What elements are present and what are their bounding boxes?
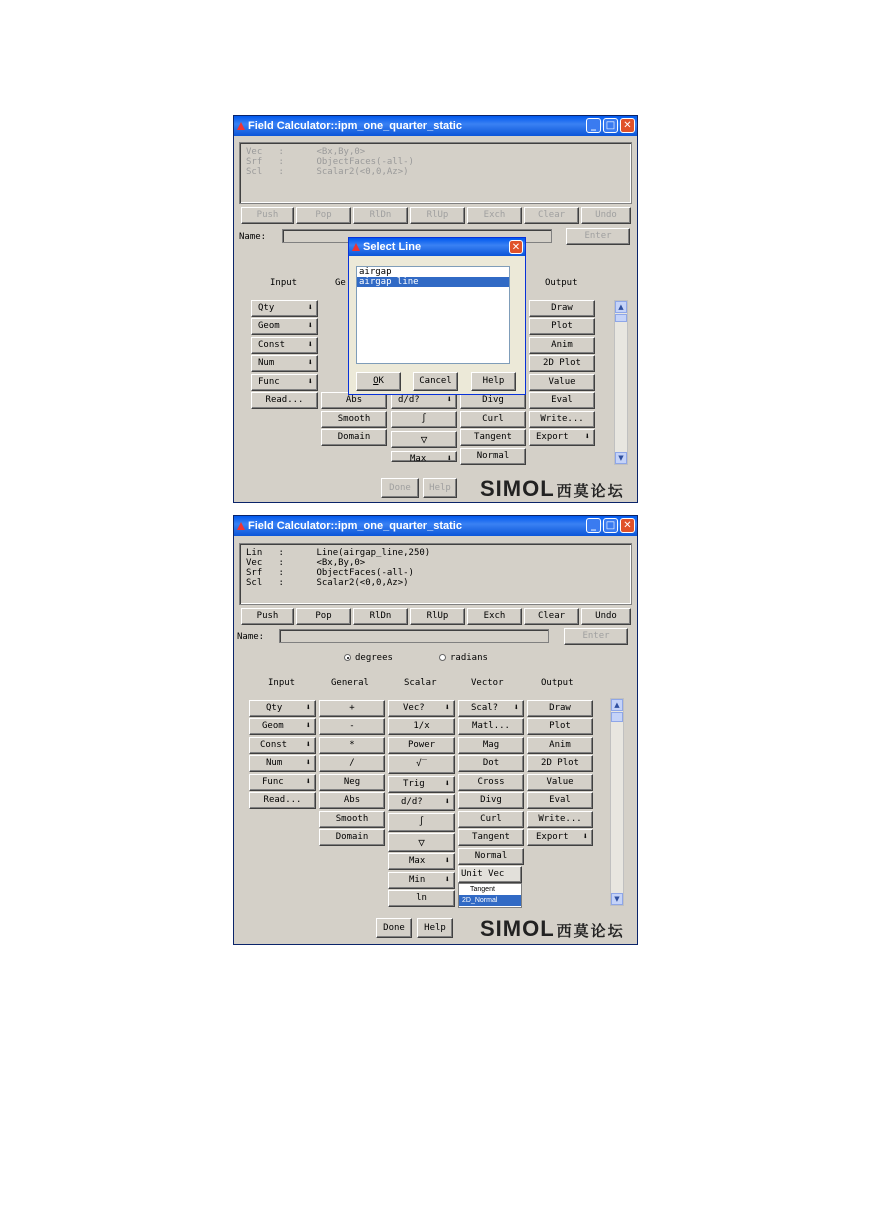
stack-display [239, 142, 632, 204]
select-line-dialog [348, 237, 526, 395]
max-label: Max [410, 454, 427, 462]
mag-button[interactable]: Mag [458, 737, 524, 754]
stack-line: Srf : ObjectFaces(-all-) [246, 568, 414, 578]
clear-button[interactable]: Clear [524, 608, 579, 625]
maximize-icon[interactable]: □ [603, 118, 618, 133]
derivative-label: d/d? [398, 395, 420, 405]
integral-button[interactable]: ∫ [391, 411, 457, 428]
normal-type-popup [458, 883, 522, 908]
qty-label: Qty [266, 703, 283, 713]
abs-button[interactable]: Abs [321, 392, 387, 409]
help-button[interactable]: Help [423, 478, 457, 498]
column-header-input: Input [268, 678, 296, 688]
const-label: Const [258, 340, 286, 350]
degrees-label: degrees [355, 653, 393, 663]
eval-button[interactable]: Eval [529, 392, 595, 409]
window-2-titlebar[interactable] [234, 516, 637, 536]
ok-label: O [373, 376, 379, 386]
const-button[interactable] [251, 337, 318, 354]
num-label: Num [266, 758, 283, 768]
dialog-ok-button[interactable] [356, 372, 401, 391]
dropdown-arrow-icon: ⬇ [446, 395, 452, 405]
write-button[interactable]: Write... [529, 411, 595, 428]
stack-line: Srf : ObjectFaces(-all-) [246, 157, 414, 167]
close-icon[interactable]: ✕ [620, 118, 635, 133]
help-button[interactable]: Help [417, 918, 453, 938]
dropdown-arrow-icon: ⬇ [307, 340, 313, 350]
radians-radio[interactable] [439, 653, 488, 663]
popup-item-tangent[interactable]: Tangent [470, 886, 495, 893]
draw-button[interactable]: Draw [527, 700, 593, 717]
window-1-titlebar[interactable] [234, 116, 637, 136]
power-button[interactable]: Power [388, 737, 455, 754]
qty-button[interactable] [249, 700, 316, 717]
dropdown-arrow-icon: ⬇ [307, 358, 313, 368]
dropdown-arrow-icon: ⬇ [305, 740, 311, 750]
max-button[interactable] [391, 451, 457, 462]
minimize-icon[interactable]: _ [586, 118, 601, 133]
min-label: Min [409, 875, 426, 885]
button-panel-scrollbar[interactable] [610, 698, 624, 906]
column-header-vector: Vector [471, 678, 504, 688]
done-button[interactable]: Done [376, 918, 412, 938]
smooth-button[interactable]: Smooth [321, 411, 387, 428]
qty-button[interactable] [251, 300, 318, 317]
name-label: Name: [237, 632, 265, 642]
minus-button[interactable]: - [319, 718, 385, 735]
stack-line: Vec : <Bx,By,0> [246, 147, 366, 157]
name-field[interactable] [279, 629, 549, 643]
geom-button[interactable] [251, 318, 318, 335]
stack-display [239, 543, 632, 605]
line-list-item-selected[interactable]: airgap line [357, 277, 509, 287]
logo-brand: SIMOL [480, 476, 555, 501]
anim-button[interactable]: Anim [529, 337, 595, 354]
tangent-button[interactable]: Tangent [460, 429, 526, 446]
dropdown-arrow-icon: ⬇ [584, 432, 590, 442]
export-button[interactable] [527, 829, 593, 846]
radio-checked-icon [344, 654, 351, 661]
2d-plot-button[interactable]: 2D Plot [529, 355, 595, 372]
stack-line: Scl : Scalar2(<0,0,Az>) [246, 167, 409, 177]
name-label: Name: [239, 232, 267, 242]
func-label: Func [258, 377, 280, 387]
derivative-label: d/d? [401, 797, 423, 807]
geom-label: Geom [262, 721, 284, 731]
clear-button[interactable]: Clear [524, 207, 579, 224]
min-button[interactable] [388, 872, 455, 889]
derivative-button[interactable] [388, 794, 455, 811]
dropdown-arrow-icon: ⬇ [513, 703, 519, 713]
domain-button[interactable]: Domain [321, 429, 387, 446]
max-button[interactable] [388, 853, 455, 870]
read-button[interactable]: Read... [251, 392, 318, 409]
scroll-up-icon[interactable]: ▲ [611, 699, 623, 711]
multiply-button[interactable]: * [319, 737, 385, 754]
enter-button[interactable]: Enter [564, 628, 628, 645]
app-icon [237, 122, 245, 130]
dot-button[interactable]: Dot [458, 755, 524, 772]
line-list-item[interactable]: airgap [359, 267, 392, 277]
column-header-general: Ge [335, 278, 346, 288]
num-label: Num [258, 358, 275, 368]
num-button[interactable] [251, 355, 318, 372]
domain-button[interactable]: Domain [319, 829, 385, 846]
dropdown-arrow-icon: ⬇ [305, 777, 311, 787]
neg-button[interactable]: Neg [319, 774, 385, 791]
pop-button[interactable]: Pop [296, 608, 351, 625]
field-calculator-window-2 [233, 515, 638, 945]
export-label: Export [536, 432, 569, 442]
tangent-button[interactable]: Tangent [458, 829, 524, 846]
trig-label: Trig [403, 779, 425, 789]
dropdown-arrow-icon: ⬇ [444, 703, 450, 713]
scroll-thumb[interactable] [611, 712, 623, 722]
dropdown-arrow-icon: ⬇ [446, 454, 452, 462]
column-header-output: Output [541, 678, 574, 688]
dialog-help-button[interactable]: Help [471, 372, 516, 391]
push-button[interactable]: Push [241, 608, 294, 625]
export-label: Export [536, 832, 569, 842]
push-button[interactable]: Push [241, 207, 294, 224]
dropdown-arrow-icon: ⬇ [305, 758, 311, 768]
max-label: Max [409, 856, 426, 866]
dropdown-arrow-icon: ⬇ [307, 377, 313, 387]
logo-cn: 西莫论坛 [556, 482, 625, 500]
column-header-output: Output [545, 278, 578, 288]
undo-button[interactable]: Undo [581, 207, 631, 224]
scroll-thumb[interactable] [615, 314, 627, 322]
sqrt-button[interactable]: √‾ [388, 755, 455, 774]
radians-label: radians [450, 653, 488, 663]
exch-button[interactable]: Exch [467, 608, 522, 625]
enter-button[interactable]: Enter [566, 228, 630, 245]
close-icon[interactable]: ✕ [620, 518, 635, 533]
2d-plot-button[interactable]: 2D Plot [527, 755, 593, 772]
integral-button[interactable]: ∫ [388, 813, 455, 832]
stack-line: Vec : <Bx,By,0> [246, 558, 366, 568]
read-button[interactable]: Read... [249, 792, 316, 809]
vec-query-button[interactable] [388, 700, 455, 717]
minimize-icon[interactable]: _ [586, 518, 601, 533]
geom-label: Geom [258, 321, 280, 331]
dialog-app-icon [352, 243, 360, 251]
rlup-button[interactable]: RlUp [410, 207, 465, 224]
dropdown-arrow-icon: ⬇ [307, 303, 313, 313]
line-listbox[interactable] [356, 266, 510, 364]
column-header-general: General [331, 678, 369, 688]
app-icon [237, 522, 245, 530]
cross-button[interactable]: Cross [458, 774, 524, 791]
matl-button[interactable]: Matl... [458, 718, 524, 735]
degrees-radio[interactable] [344, 653, 393, 663]
func-button[interactable] [249, 774, 316, 791]
num-button[interactable] [249, 755, 316, 772]
vec-query-label: Vec? [403, 703, 425, 713]
plot-button[interactable]: Plot [529, 318, 595, 335]
dialog-cancel-button[interactable]: Cancel [413, 372, 458, 391]
maximize-icon[interactable]: □ [603, 518, 618, 533]
window-2-title: Field Calculator::ipm_one_quarter_static [248, 520, 462, 532]
pop-button[interactable]: Pop [296, 207, 351, 224]
normal-button[interactable]: Normal [460, 448, 526, 465]
normal-button[interactable]: Normal [458, 848, 524, 865]
scroll-down-icon[interactable]: ▼ [611, 893, 623, 905]
ok-label-rest: K [378, 376, 384, 386]
qty-label: Qty [258, 303, 275, 313]
geom-button[interactable] [249, 718, 316, 735]
stack-line: Scl : Scalar2(<0,0,Az>) [246, 578, 409, 588]
anim-button[interactable]: Anim [527, 737, 593, 754]
write-button[interactable]: Write... [527, 811, 593, 828]
ln-button[interactable]: ln [388, 890, 455, 907]
func-button[interactable] [251, 374, 318, 391]
curl-button[interactable]: Curl [458, 811, 524, 828]
button-panel-scrollbar[interactable] [614, 300, 628, 465]
export-button[interactable] [529, 429, 595, 446]
plus-button[interactable]: + [319, 700, 385, 717]
draw-button[interactable]: Draw [529, 300, 595, 317]
select-line-titlebar[interactable] [349, 238, 525, 256]
abs-button[interactable]: Abs [319, 792, 385, 809]
scal-query-label: Scal? [471, 703, 499, 713]
func-label: Func [262, 777, 284, 787]
divide-button[interactable]: / [319, 755, 385, 772]
column-header-input: Input [270, 278, 298, 288]
simol-logo [480, 916, 625, 942]
smooth-button[interactable]: Smooth [319, 811, 385, 828]
dropdown-arrow-icon: ⬇ [305, 721, 311, 731]
divg-button[interactable]: Divg [458, 792, 524, 809]
trig-button[interactable] [388, 776, 455, 793]
curl-button[interactable]: Curl [460, 411, 526, 428]
dropdown-arrow-icon: ⬇ [582, 832, 588, 842]
gradient-button[interactable]: ▽ [388, 833, 455, 852]
simol-logo [480, 476, 625, 502]
undo-button[interactable]: Undo [581, 608, 631, 625]
column-header-scalar: Scalar [404, 678, 437, 688]
unit-vec-button[interactable]: Unit Vec [458, 866, 522, 883]
value-button[interactable]: Value [527, 774, 593, 791]
scroll-down-icon[interactable]: ▼ [615, 452, 627, 464]
exch-button[interactable]: Exch [467, 207, 522, 224]
radio-unchecked-icon [439, 654, 446, 661]
dropdown-arrow-icon: ⬇ [444, 779, 450, 789]
divg-button[interactable]: Divg [460, 392, 526, 409]
const-button[interactable] [249, 737, 316, 754]
dialog-close-icon[interactable]: ✕ [509, 240, 523, 254]
logo-cn: 西莫论坛 [556, 922, 625, 940]
logo-brand: SIMOL [480, 916, 555, 941]
dropdown-arrow-icon: ⬇ [444, 875, 450, 885]
rldn-button[interactable]: RlDn [353, 207, 408, 224]
dropdown-arrow-icon: ⬇ [307, 321, 313, 331]
eval-button[interactable]: Eval [527, 792, 593, 809]
done-button[interactable]: Done [381, 478, 419, 498]
scal-query-button[interactable] [458, 700, 524, 717]
dropdown-arrow-icon: ⬇ [305, 703, 311, 713]
dropdown-arrow-icon: ⬇ [444, 797, 450, 807]
dropdown-arrow-icon: ⬇ [444, 856, 450, 866]
select-line-title: Select Line [363, 241, 422, 253]
const-label: Const [260, 740, 288, 750]
window-1-title: Field Calculator::ipm_one_quarter_static [248, 120, 462, 132]
field-calculator-window-1 [233, 115, 638, 503]
reciprocal-button[interactable]: 1/x [388, 718, 455, 735]
scroll-up-icon[interactable]: ▲ [615, 301, 627, 313]
plot-button[interactable]: Plot [527, 718, 593, 735]
rlup-button[interactable]: RlUp [410, 608, 465, 625]
rldn-button[interactable]: RlDn [353, 608, 408, 625]
gradient-button[interactable]: ▽ [391, 431, 457, 448]
stack-line: Lin : Line(airgap_line,250) [246, 548, 431, 558]
popup-item-2d-normal[interactable]: 2D_Normal [459, 895, 521, 906]
value-button[interactable]: Value [529, 374, 595, 391]
